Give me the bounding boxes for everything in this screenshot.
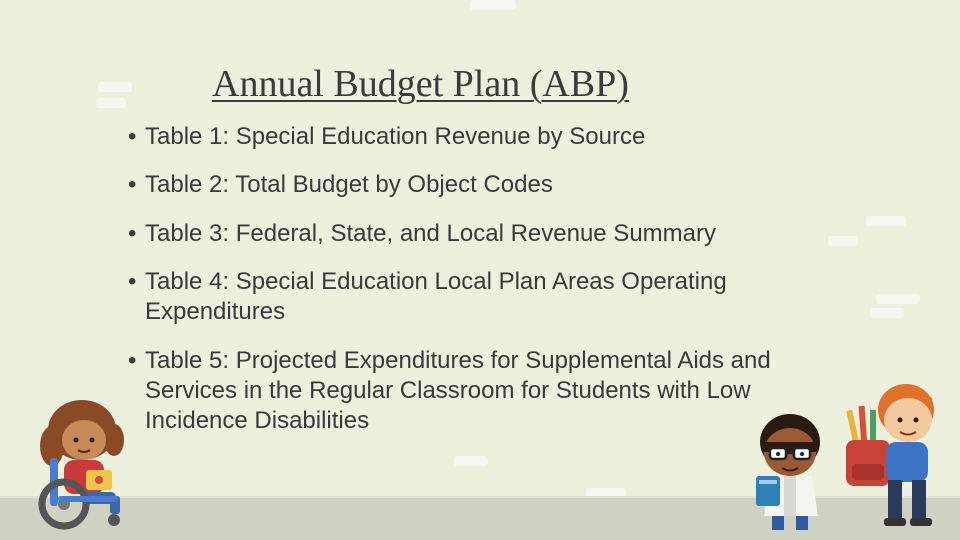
- bullet-item: [128, 219, 848, 249]
- decor-dash: [876, 294, 920, 304]
- bullet-text: Table 3: Federal, State, and Local Revenue Summary: [145, 219, 716, 247]
- bullet-item: [128, 267, 848, 327]
- bullet-dot: •: [128, 346, 137, 374]
- bullet-list: [128, 122, 848, 454]
- decor-dash: [870, 308, 904, 318]
- bullet-text: Table 2: Total Budget by Object Codes: [145, 171, 553, 198]
- bullet-dot: •: [128, 123, 137, 150]
- bullet-dot: •: [128, 219, 137, 247]
- bullet-item: [128, 170, 848, 200]
- slide-title: Annual Budget Plan (ABP): [212, 63, 629, 105]
- bullet-text: Table 1: Special Education Revenue by Source: [145, 123, 646, 150]
- decor-dash: [470, 0, 516, 10]
- decor-dash: [866, 216, 906, 226]
- boy-with-backpack-illustration: [836, 380, 946, 532]
- bullet-text: Table 4: Special Education Local Plan Areas Operating Expenditures: [145, 268, 727, 325]
- bullet-dot: •: [128, 268, 137, 295]
- girl-in-wheelchair-illustration: [30, 396, 140, 532]
- decor-dash: [98, 82, 132, 92]
- decor-dash: [454, 456, 488, 466]
- bullet-text: Table 5: Projected Expenditures for Supplemental Aids and Services in the Regular Classroom for Students with Low Incidence Disabilities: [145, 346, 771, 434]
- bullet-item: [128, 346, 848, 436]
- boy-with-glasses-and-book-illustration: [742, 412, 842, 532]
- bullet-item: [128, 122, 848, 152]
- bullet-dot: •: [128, 171, 137, 198]
- decor-dash: [96, 98, 126, 108]
